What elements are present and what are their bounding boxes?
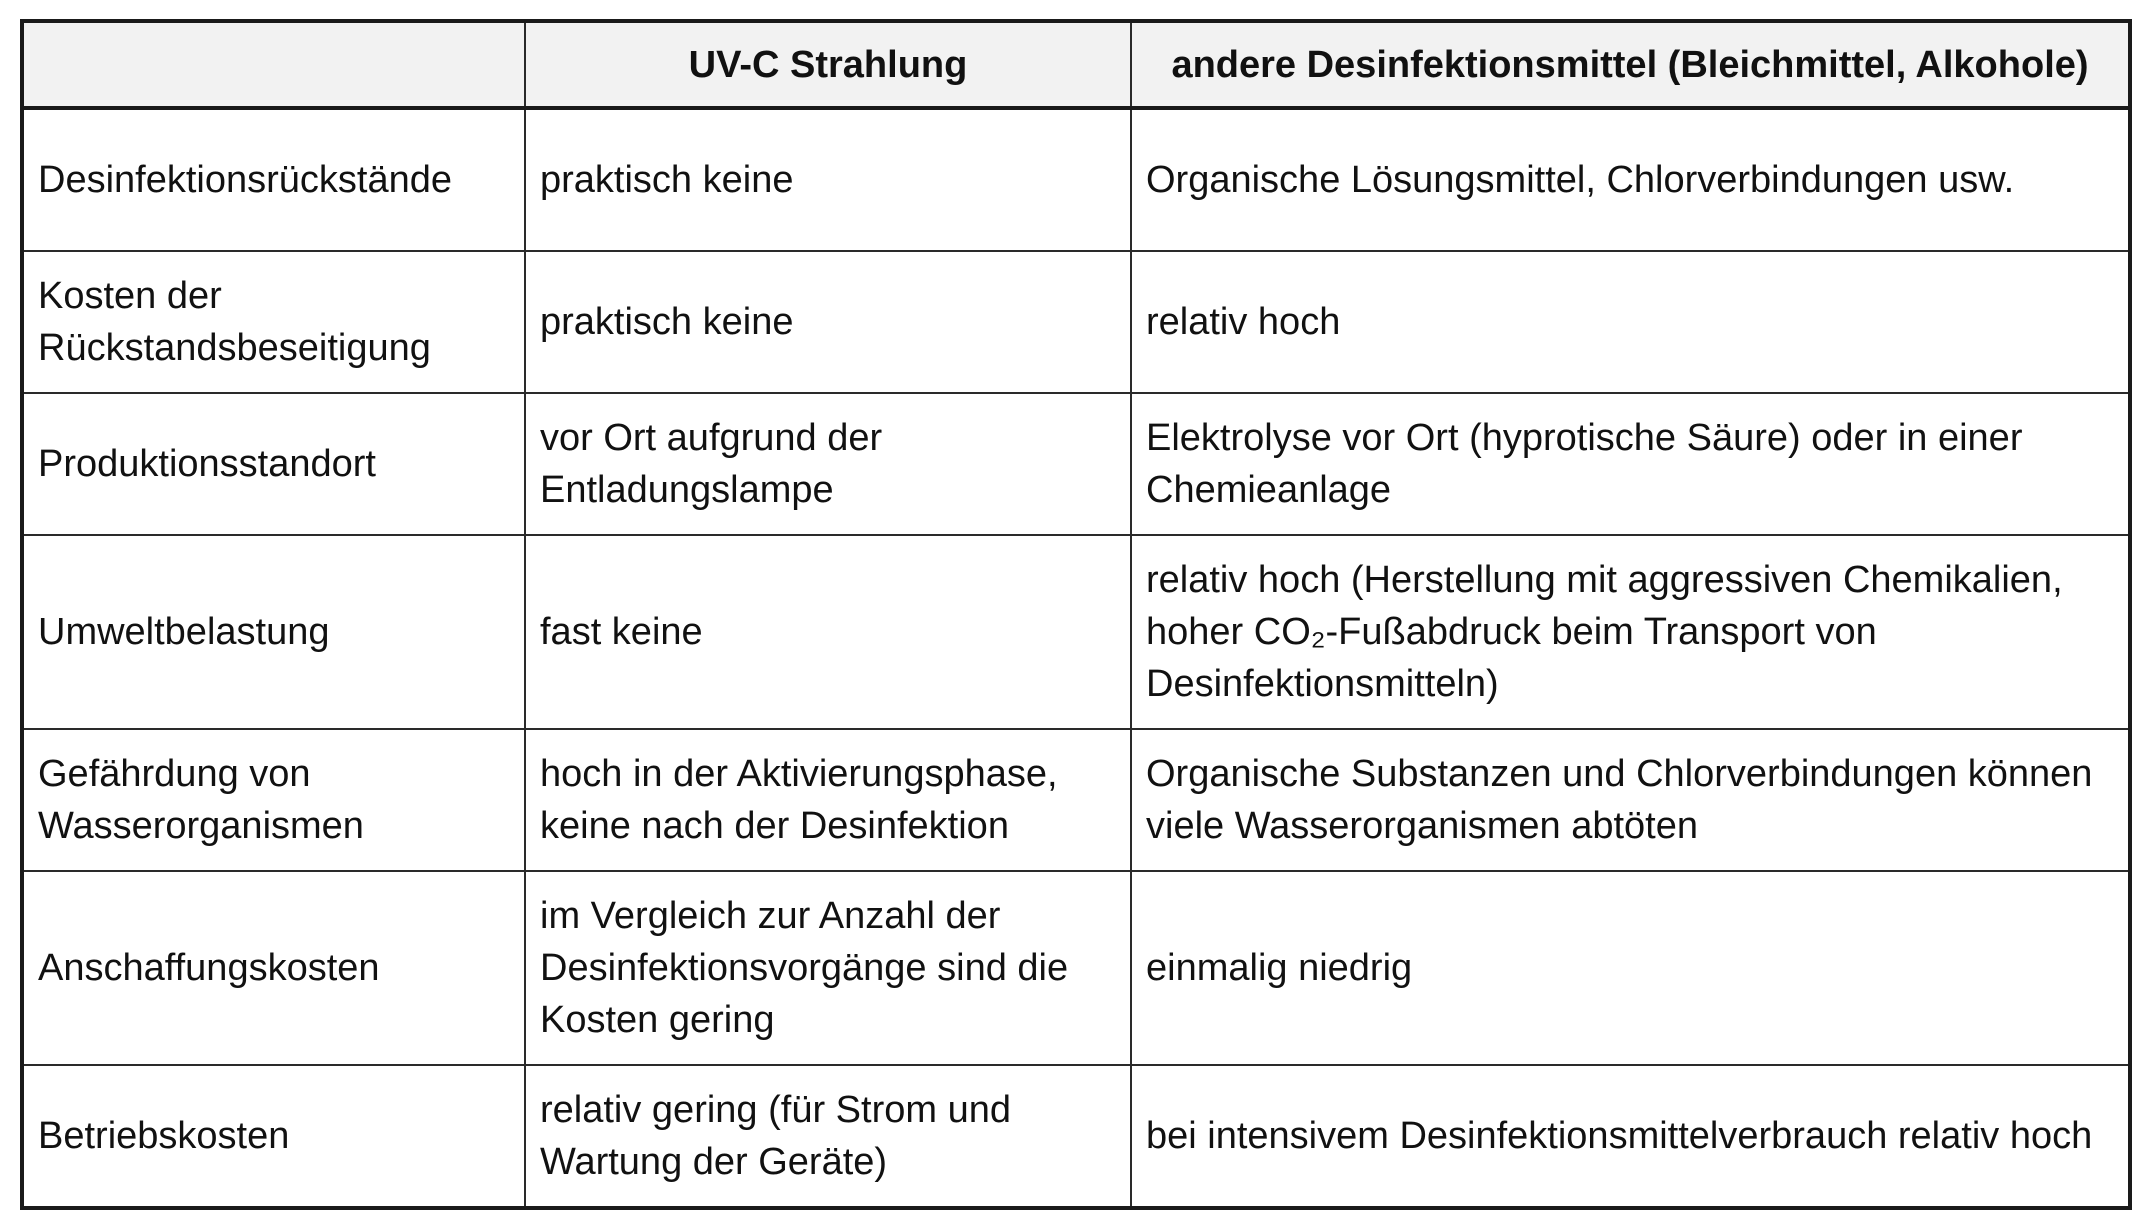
uvc-cell: vor Ort aufgrund der Entladungslampe: [525, 393, 1131, 535]
other-cell: einmalig niedrig: [1131, 871, 2130, 1065]
comparison-table: [20, 19, 2132, 1210]
criterion-cell: Produktionsstandort: [22, 393, 525, 535]
table-row: [22, 535, 2130, 729]
criterion-cell: Betriebskosten: [22, 1065, 525, 1208]
other-cell: Organische Lösungsmittel, Chlorverbindungen usw.: [1131, 108, 2130, 251]
table-row: [22, 729, 2130, 871]
header-cell-other-disinfectants: andere Desinfektionsmittel (Bleichmittel, Alkohole): [1131, 21, 2130, 108]
other-cell: bei intensivem Desinfektionsmittelverbrauch relativ hoch: [1131, 1065, 2130, 1208]
header-cell-criterion: [22, 21, 525, 108]
table-body: [22, 108, 2130, 1208]
other-cell: relativ hoch (Herstellung mit aggressiven Chemikalien, hoher CO₂-Fußabdruck beim Transport von Desinfektionsmitteln): [1131, 535, 2130, 729]
uvc-cell: im Vergleich zur Anzahl der Desinfektionsvorgänge sind die Kosten gering: [525, 871, 1131, 1065]
other-cell: relativ hoch: [1131, 251, 2130, 393]
table-row: [22, 1065, 2130, 1208]
uvc-cell: fast keine: [525, 535, 1131, 729]
criterion-cell: Anschaffungskosten: [22, 871, 525, 1065]
criterion-cell: Gefährdung von Wasserorganismen: [22, 729, 525, 871]
uvc-cell: relativ gering (für Strom und Wartung der Geräte): [525, 1065, 1131, 1208]
table-row: [22, 393, 2130, 535]
criterion-cell: Umweltbelastung: [22, 535, 525, 729]
criterion-cell: Kosten der Rückstandsbeseitigung: [22, 251, 525, 393]
table-row: [22, 871, 2130, 1065]
table-row: [22, 251, 2130, 393]
uvc-cell: hoch in der Aktivierungsphase, keine nach der Desinfektion: [525, 729, 1131, 871]
table-header: [22, 21, 2130, 108]
other-cell: Elektrolyse vor Ort (hyprotische Säure) oder in einer Chemieanlage: [1131, 393, 2130, 535]
criterion-cell: Desinfektionsrückstände: [22, 108, 525, 251]
header-cell-uvc: UV-C Strahlung: [525, 21, 1131, 108]
table-row: [22, 108, 2130, 251]
uvc-cell: praktisch keine: [525, 108, 1131, 251]
header-row: [22, 21, 2130, 108]
other-cell: Organische Substanzen und Chlorverbindungen können viele Wasserorganismen abtöten: [1131, 729, 2130, 871]
uvc-cell: praktisch keine: [525, 251, 1131, 393]
